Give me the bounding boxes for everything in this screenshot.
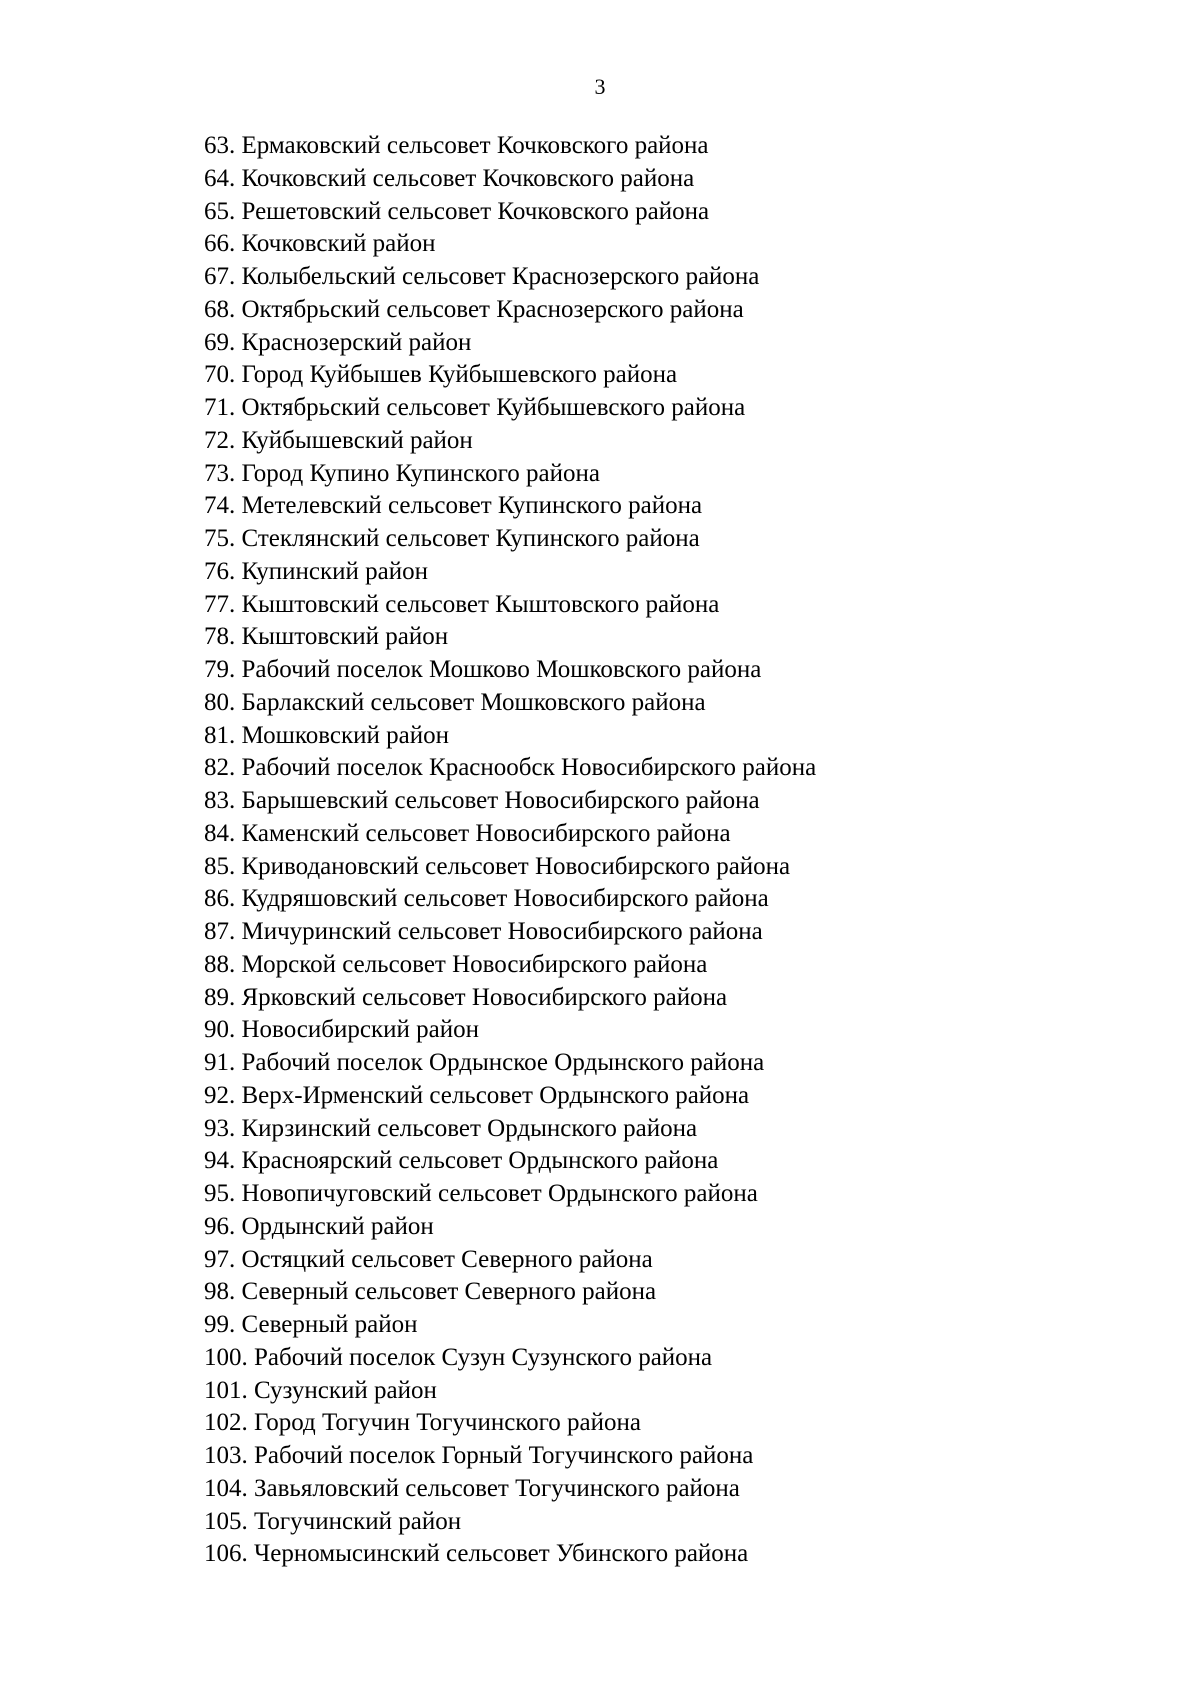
list-item: 85. Криводановский сельсовет Новосибирского района [204, 852, 791, 880]
list-item: 97. Остяцкий сельсовет Северного района [204, 1245, 653, 1273]
list-item: 68. Октябрьский сельсовет Краснозерского района [204, 295, 744, 323]
list-item: 96. Ордынский район [204, 1212, 434, 1240]
list-item: 71. Октябрьский сельсовет Куйбышевского района [204, 394, 746, 421]
list-item: 82. Рабочий поселок Краснообск Новосибирского района [204, 754, 817, 782]
list-item: 73. Город Купино Купинского района [204, 459, 600, 487]
list-item: 103. Рабочий поселок Горный Тогучинского района [204, 1442, 754, 1469]
list-item: 89. Ярковский сельсовет Новосибирского района [204, 983, 728, 1011]
list-item: 98. Северный сельсовет Северного района [204, 1278, 657, 1306]
list-item: 83. Барышевский сельсовет Новосибирского района [204, 787, 760, 814]
list-item: 63. Ермаковский сельсовет Кочковского района [204, 132, 709, 159]
list-item: 77. Кыштовский сельсовет Кыштовского района [204, 590, 720, 618]
municipality-list [204, 130, 816, 1571]
list-item: 93. Кирзинский сельсовет Ордынского района [204, 1114, 698, 1142]
list-item: 67. Колыбельский сельсовет Краснозерского района [204, 263, 760, 290]
page-number: 3 [594, 74, 606, 99]
list-item: 101. Сузунский район [204, 1376, 437, 1404]
list-item: 104. Завьяловский сельсовет Тогучинского района [204, 1474, 740, 1502]
list-item: 94. Красноярский сельсовет Ордынского района [204, 1147, 719, 1175]
list-item: 74. Метелевский сельсовет Купинского района [204, 492, 703, 520]
list-item: 80. Барлакский сельсовет Мошковского района [204, 688, 706, 716]
list-item: 91. Рабочий поселок Ордынское Ордынского района [204, 1049, 765, 1076]
list-item: 66. Кочковский район [204, 230, 436, 258]
list-item: 102. Город Тогучин Тогучинского района [204, 1409, 642, 1437]
list-item: 78. Кыштовский район [204, 623, 449, 651]
list-item: 81. Мошковский район [204, 721, 449, 749]
list-item: 79. Рабочий поселок Мошково Мошковского района [204, 656, 762, 683]
list-item: 92. Верх-Ирменский сельсовет Ордынского района [204, 1081, 750, 1109]
list-item: 95. Новопичуговский сельсовет Ордынского района [204, 1180, 758, 1207]
list-item: 105. Тогучинский район [204, 1507, 462, 1535]
list-item: 76. Купинский район [204, 557, 429, 585]
list-item: 90. Новосибирский район [204, 1016, 479, 1044]
list-item: 99. Северный район [204, 1311, 418, 1338]
list-item: 86. Кудряшовский сельсовет Новосибирского района [204, 885, 769, 913]
list-item: 100. Рабочий поселок Сузун Сузунского района [204, 1343, 713, 1371]
list-item: 75. Стеклянский сельсовет Купинского района [204, 525, 700, 552]
list-item: 106. Черномысинский сельсовет Убинского района [204, 1540, 749, 1568]
list-item: 87. Мичуринский сельсовет Новосибирского района [204, 918, 763, 945]
list-item: 84. Каменский сельсовет Новосибирского района [204, 819, 731, 847]
list-item: 64. Кочковский сельсовет Кочковского района [204, 164, 695, 192]
list-item: 69. Краснозерский район [204, 328, 472, 356]
list-item: 72. Куйбышевский район [204, 426, 473, 454]
list-item: 88. Морской сельсовет Новосибирского района [204, 950, 708, 978]
list-item: 70. Город Куйбышев Куйбышевского района [204, 361, 678, 389]
list-item: 65. Решетовский сельсовет Кочковского района [204, 197, 710, 225]
